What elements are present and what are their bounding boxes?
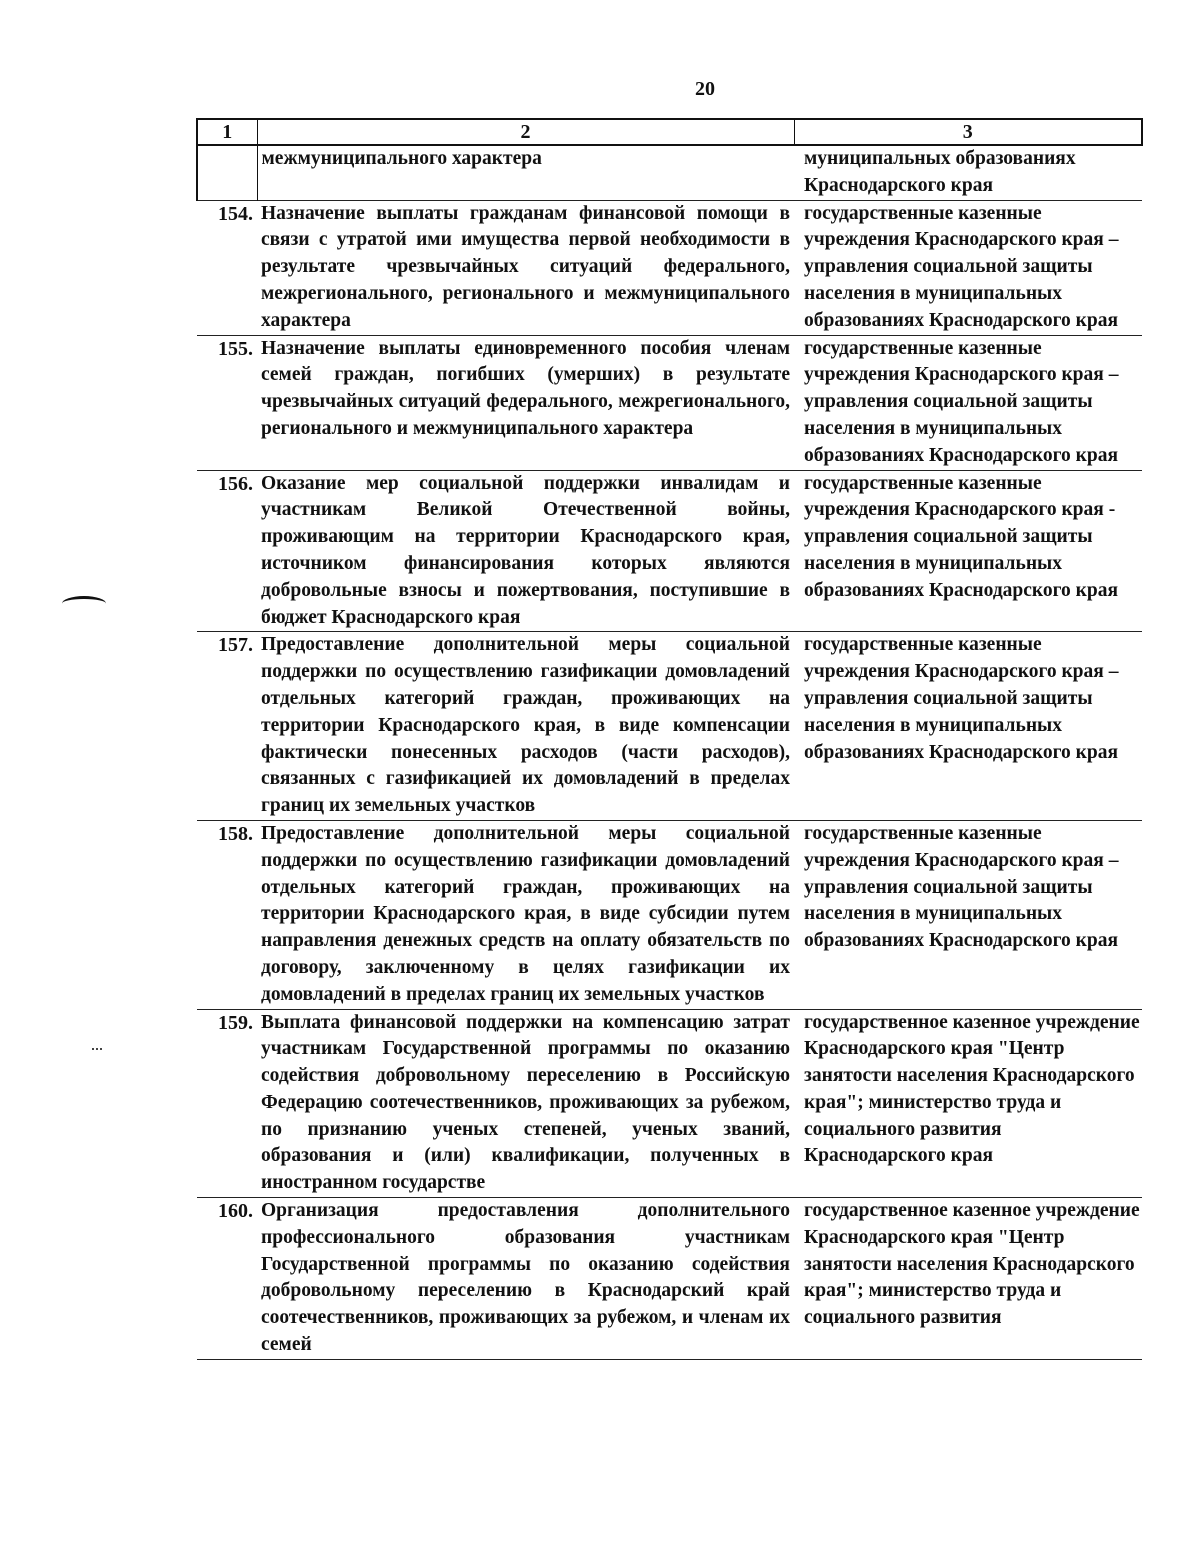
row-organization: государственное казенное учреждение Краснодарского края "Центр занятости населения Краснодарского края"; министерство труда и социального развития Краснодарского края [794, 1009, 1142, 1198]
row-description: Выплата финансовой поддержки на компенсацию затрат участникам Государственной программы по оказанию содействия добровольному переселению в Российскую Федерацию соотечественников, проживающих за рубежом, по признанию ученых степеней, ученых званий, образования и (или) квалификации, полученных в иностранном государстве [257, 1009, 794, 1198]
row-number: 154. [197, 200, 257, 335]
table-row [197, 1198, 1142, 1360]
margin-speck [92, 1048, 102, 1052]
row-number: 155. [197, 335, 257, 470]
row-organization: государственное казенное учреждение Краснодарского края "Центр занятости населения Краснодарского края"; министерство труда и социального развития [794, 1198, 1142, 1360]
table-row [197, 335, 1142, 470]
header-col-1: 1 [197, 119, 257, 145]
page-number: 20 [695, 78, 715, 100]
margin-mark [62, 596, 106, 611]
header-col-2: 2 [257, 119, 794, 145]
continuation-organization: муниципальных образованиях Краснодарского края [804, 148, 1076, 196]
row-organization: государственные казенные учреждения Краснодарского края – управления социальной защиты населения в муниципальных образованиях Краснодарского края [794, 335, 1142, 470]
row-description: Предоставление дополнительной меры социальной поддержки по осуществлению газификации домовладений отдельных категорий граждан, проживающих на территории Краснодарского края, в виде субсидии путем направления денежных средств на оплату обязательств по договору, заключенному в целях газификации их домовладений в пределах границ их земельных участков [257, 820, 794, 1009]
row-organization: государственные казенные учреждения Краснодарского края – управления социальной защиты населения в муниципальных образованиях Краснодарского края [794, 820, 1142, 1009]
row-number: 158. [197, 820, 257, 1009]
row-description: Организация предоставления дополнительного профессионального образования участникам Государственной программы по оказанию содействия добровольному переселению в Краснодарский край соотечественников, проживающих за рубежом, и членам их семей [257, 1198, 794, 1360]
continuation-row [197, 145, 1142, 200]
row-organization: государственные казенные учреждения Краснодарского края – управления социальной защиты населения в муниципальных образованиях Краснодарского края [794, 632, 1142, 821]
continuation-description: межмуниципального характера [261, 148, 542, 169]
services-table [196, 118, 1143, 1360]
row-description: Назначение выплаты единовременного пособия членам семей граждан, погибших (умерших) в результате чрезвычайных ситуаций федерального, межрегионального, регионального и межмуниципального характера [257, 335, 794, 470]
table-row [197, 632, 1142, 821]
continuation-number [197, 145, 257, 200]
row-number: 159. [197, 1009, 257, 1198]
table-header-row [197, 119, 1142, 145]
row-organization: государственные казенные учреждения Краснодарского края – управления социальной защиты населения в муниципальных образованиях Краснодарского края [794, 200, 1142, 335]
row-number: 157. [197, 632, 257, 821]
header-col-3: 3 [794, 119, 1142, 145]
row-organization: государственные казенные учреждения Краснодарского края - управления социальной защиты населения в муниципальных образованиях Краснодарского края [794, 470, 1142, 632]
table-row [197, 820, 1142, 1009]
row-description: Предоставление дополнительной меры социальной поддержки по осуществлению газификации домовладений отдельных категорий граждан, проживающих на территории Краснодарского края, в виде компенсации фактически понесенных расходов (части расходов), связанных с газификацией их домовладений в пределах границ их земельных участков [257, 632, 794, 821]
table-row [197, 1009, 1142, 1198]
table-row [197, 200, 1142, 335]
table-row [197, 470, 1142, 632]
row-description: Назначение выплаты гражданам финансовой помощи в связи с утратой ими имущества первой необходимости в результате чрезвычайных ситуаций федерального, межрегионального, регионального и межмуниципального характера [257, 200, 794, 335]
row-description: Оказание мер социальной поддержки инвалидам и участникам Великой Отечественной войны, проживающим на территории Краснодарского края, источником финансирования которых являются добровольные взносы и пожертвования, поступившие в бюджет Краснодарского края [257, 470, 794, 632]
row-number: 156. [197, 470, 257, 632]
row-number: 160. [197, 1198, 257, 1360]
